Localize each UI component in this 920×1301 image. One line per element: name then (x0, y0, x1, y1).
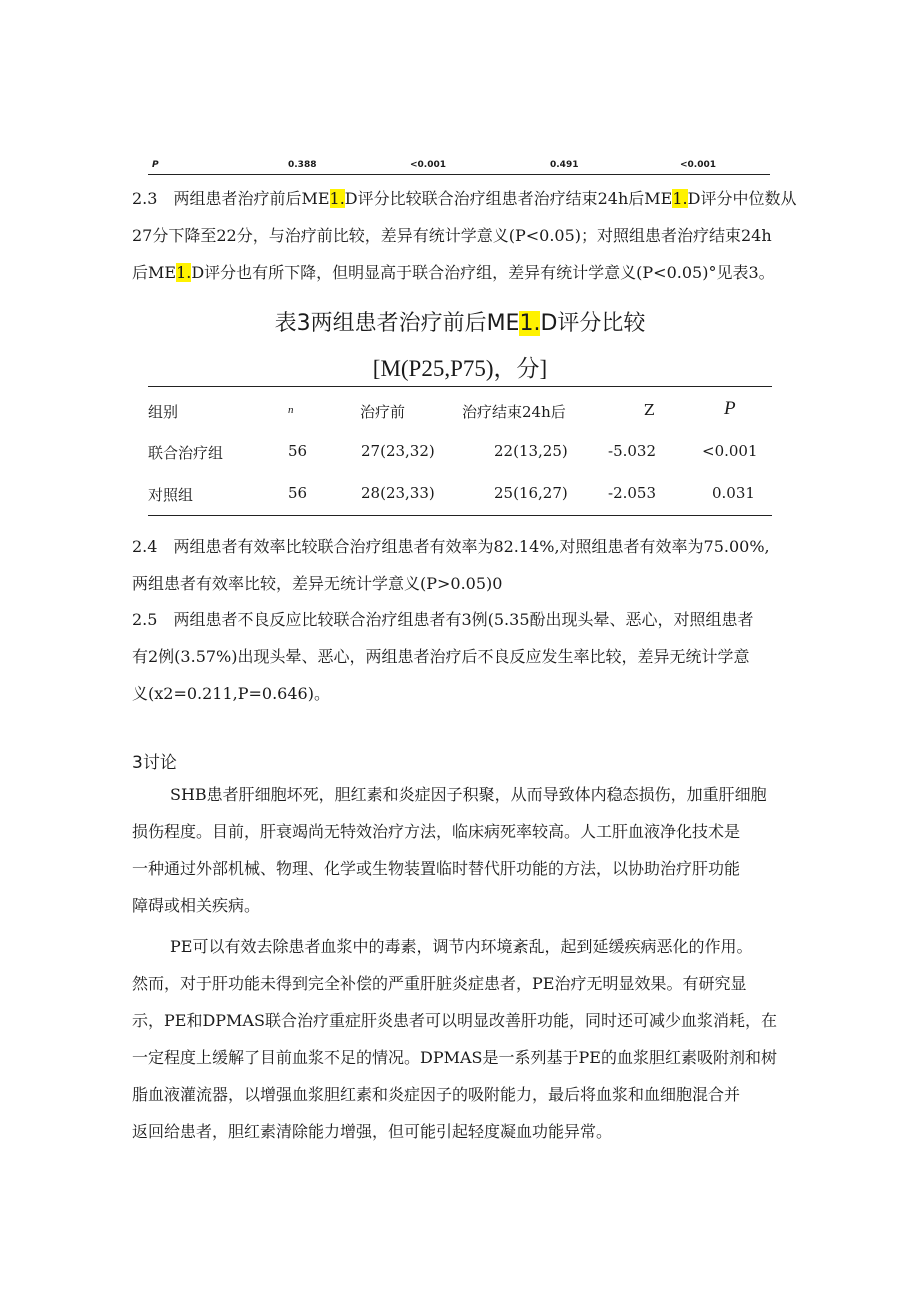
paragraph-line: 2.5 两组患者不良反应比较联合治疗组患者有3例(5.35酚出现头晕、恶心，对照组患者 (132, 610, 754, 629)
highlight-mark: 1. (176, 263, 192, 282)
paragraph-line: 27分下降至22分，与治疗前比较，差异有统计学意义(P<0.05)；对照组患者治疗结束24h (132, 226, 772, 245)
table-cell: 28(23,33) (361, 484, 435, 502)
paragraph-line: SHB患者肝细胞坏死，胆红素和炎症因子积聚，从而导致体内稳态损伤，加重肝细胞 (170, 785, 767, 804)
highlight-mark: 1. (329, 189, 345, 208)
paragraph-line: 后ME1.D评分也有所下降，但明显高于联合治疗组，差异有统计学意义(P<0.05)°见表3。 (132, 263, 775, 282)
column-header: n (288, 404, 294, 416)
column-header: P (724, 398, 736, 419)
column-header: 治疗前 (360, 403, 406, 421)
paragraph-line: 2.4 两组患者有效率比较联合治疗组患者有效率为82.14%,对照组患者有效率为75.00%, (132, 537, 770, 556)
paragraph-line: 损伤程度。目前，肝衰竭尚无特效治疗方法，临床病死率较高。人工肝血液净化技术是 (132, 822, 741, 841)
paragraph-line: 2.3 两组患者治疗前后ME1.D评分比较联合治疗组患者治疗结束24h后ME1.D评分中位数从 (132, 189, 797, 208)
paragraph-line: 示，PE和DPMAS联合治疗重症肝炎患者可以明显改善肝功能，同时还可减少血浆消耗，在 (132, 1011, 777, 1030)
table-cell: 0.031 (712, 484, 755, 502)
paragraph-line: 一种通过外部机械、物理、化学或生物装置临时替代肝功能的方法，以协助治疗肝功能 (132, 859, 741, 878)
section-2-5 (132, 601, 792, 712)
table-cell: 27(23,32) (361, 442, 435, 460)
paragraph-line: 脂血液灌流器，以增强血浆胆红素和炎症因子的吸附能力，最后将血浆和血细胞混合并 (132, 1085, 741, 1104)
table-3-subtitle: [M(P25,P75)，分] (372, 356, 548, 381)
table-cell: <0.001 (702, 442, 758, 460)
prev-row-value: 0.491 (550, 160, 579, 170)
paragraph-line: 义(x2=0.211,P=0.646)。 (132, 684, 330, 703)
column-header: 治疗结束24h后 (462, 403, 566, 421)
table-cell: -2.053 (608, 484, 657, 502)
discussion-paragraph-2 (132, 928, 792, 1150)
paragraph-line: 有2例(3.57%)出现头晕、恶心，两组患者治疗后不良反应发生率比较，差异无统计学意 (132, 647, 750, 666)
column-header: Z (644, 401, 655, 419)
highlight-mark: 1. (519, 311, 541, 336)
table-cell: 对照组 (148, 486, 194, 504)
section-heading: 3讨论 (132, 753, 177, 773)
prev-row-value: <0.001 (680, 160, 717, 170)
table-cell: -5.032 (608, 442, 657, 460)
column-header: 组别 (148, 403, 179, 421)
prev-row-label: P (152, 160, 159, 170)
table-cell: 56 (288, 442, 308, 460)
paragraph-line: 两组患者有效率比较，差异无统计学意义(P>0.05)0 (132, 574, 503, 593)
discussion-paragraph-1 (132, 776, 792, 924)
table-3 (148, 386, 772, 516)
paragraph-line: 障碍或相关疾病。 (132, 896, 261, 915)
table-3-title: 表3两组患者治疗前后ME1.D评分比较 (274, 311, 646, 336)
table-cell: 22(13,25) (494, 442, 568, 460)
paragraph-line: 一定程度上缓解了目前血浆不足的情况。DPMAS是一系列基于PE的血浆胆红素吸附剂和树 (132, 1048, 777, 1067)
prev-row-value: 0.388 (288, 160, 317, 170)
prev-row-value: <0.001 (410, 160, 447, 170)
paragraph-line: 然而，对于肝功能未得到完全补偿的严重肝脏炎症患者，PE治疗无明显效果。有研究显 (132, 974, 747, 993)
table-cell: 56 (288, 484, 308, 502)
section-2-4 (132, 528, 792, 602)
table-cell: 25(16,27) (494, 484, 568, 502)
table-cell: 联合治疗组 (148, 444, 224, 462)
section-2-3 (132, 180, 797, 291)
paragraph-line: PE可以有效去除患者血浆中的毒素，调节内环境紊乱，起到延缓疾病恶化的作用。 (170, 937, 753, 956)
paragraph-line: 返回给患者，胆红素清除能力增强，但可能引起轻度凝血功能异常。 (132, 1122, 613, 1141)
prev-table-last-row (148, 156, 770, 175)
highlight-mark: 1. (672, 189, 688, 208)
